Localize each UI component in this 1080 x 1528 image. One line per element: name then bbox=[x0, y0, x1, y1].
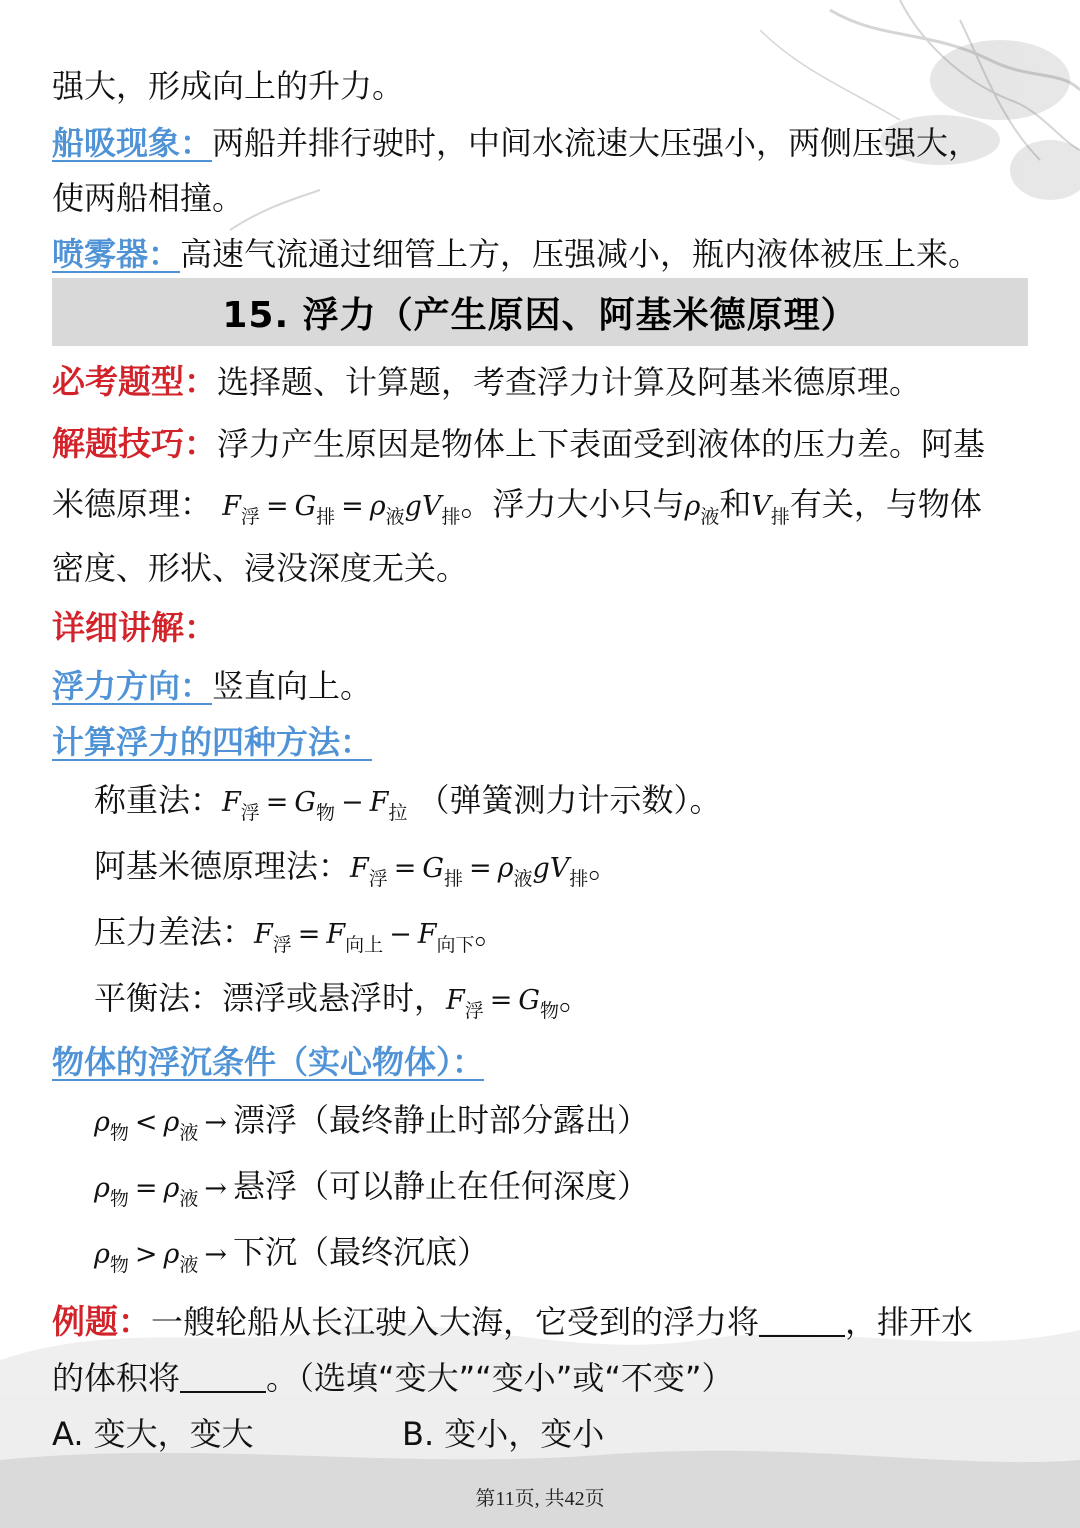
tips-prefix: 米德原理： bbox=[52, 485, 213, 523]
direction-text: 竖直向上。 bbox=[212, 667, 373, 705]
tips-text-end: 密度、形状、浸没深度无关。 bbox=[52, 549, 469, 587]
tips-formula-line: 米德原理： $F_浮 = G_排 = \rho_液gV_排$。浮力大小只与$\rho_液$和$V_排$有关，与物体 bbox=[52, 485, 982, 528]
ship-suction-text-cont: 使两船相撞。 bbox=[52, 179, 245, 217]
exam-type-text: 选择题、计算题，考查浮力计算及阿基米德原理。 bbox=[217, 363, 922, 401]
ship-suction-label: 船吸现象： bbox=[52, 124, 213, 162]
tips-suffix: 有关，与物体 bbox=[789, 485, 982, 523]
sprayer-label: 喷雾器： bbox=[52, 235, 181, 273]
tips-label: 解题技巧： bbox=[52, 424, 217, 463]
method-weighing: 称重法：$F_浮 = G_物 - F_拉$ （弹簧测力计示数）。 bbox=[94, 781, 722, 824]
method-archimedes: 阿基米德原理法：$F_浮 = G_排 = \rho_液gV_排$。 bbox=[94, 847, 621, 890]
condition-float: $\rho_物 < \rho_液$ → 漂浮（最终静止时部分露出） bbox=[94, 1101, 650, 1144]
tips-text: 浮力产生原因是物体上下表面受到液体的压力差。阿基 bbox=[217, 425, 986, 463]
detail-heading bbox=[52, 606, 1028, 650]
exam-type-paragraph bbox=[52, 360, 1028, 404]
detail-label: 详细讲解： bbox=[52, 608, 217, 647]
exam-type-label: 必考题型： bbox=[52, 362, 217, 401]
sprayer-paragraph bbox=[52, 232, 1028, 276]
condition-suspend: $\rho_物 = \rho_液$ → 悬浮（可以静止在任何深度） bbox=[94, 1167, 650, 1210]
direction-paragraph bbox=[52, 664, 1028, 708]
intro-line: 强大，形成向上的升力。 bbox=[52, 67, 405, 105]
direction-label: 浮力方向： bbox=[52, 667, 213, 705]
conditions-heading bbox=[52, 1040, 1028, 1084]
example-text: 一艘轮船从长江驶入大海，它受到的浮力将 bbox=[151, 1303, 760, 1341]
page-number: 第11页, 共42页 bbox=[475, 1488, 605, 1510]
methods-heading bbox=[52, 720, 1028, 764]
ship-suction-paragraph bbox=[52, 121, 1028, 165]
tips-paragraph bbox=[52, 422, 1028, 466]
archimedes-formula: $F_浮 = G_排 = \rho_液gV_排$ bbox=[222, 491, 461, 528]
method-pressure-difference: 压力差法：$F_浮 = F_{向上} - F_{向下}$。 bbox=[94, 913, 507, 956]
answer-blank-1 bbox=[759, 1305, 845, 1337]
option-b: B. 变小，变小 bbox=[402, 1415, 605, 1453]
example-options bbox=[52, 1412, 1028, 1456]
section-title: 15. 浮力（产生原因、阿基米德原理） bbox=[222, 294, 858, 336]
methods-label: 计算浮力的四种方法： bbox=[52, 723, 373, 761]
method-balance: 平衡法：漂浮或悬浮时，$F_浮 = G_物$。 bbox=[94, 979, 591, 1022]
example-label: 例题： bbox=[52, 1302, 151, 1341]
tips-mid: 。浮力大小只与 bbox=[460, 485, 685, 523]
answer-blank-2 bbox=[180, 1361, 266, 1393]
ship-suction-text: 两船并排行驶时，中间水流速大压强小，两侧压强大， bbox=[212, 124, 981, 162]
conditions-label: 物体的浮沉条件（实心物体）： bbox=[52, 1043, 485, 1081]
sprayer-text: 高速气流通过细管上方，压强减小，瓶内液体被压上来。 bbox=[180, 235, 981, 273]
condition-sink: $\rho_物 > \rho_液$ → 下沉（最终沉底） bbox=[94, 1233, 490, 1276]
section-header bbox=[52, 278, 1028, 346]
option-a: A. 变大，变大 bbox=[52, 1415, 254, 1453]
example-paragraph: 例题：一艘轮船从长江驶入大海，它受到的浮力将 ，排开水 bbox=[52, 1302, 974, 1341]
example-text-cont: 的体积将 。（选填“变大”“变小”或“不变”） bbox=[52, 1359, 734, 1397]
